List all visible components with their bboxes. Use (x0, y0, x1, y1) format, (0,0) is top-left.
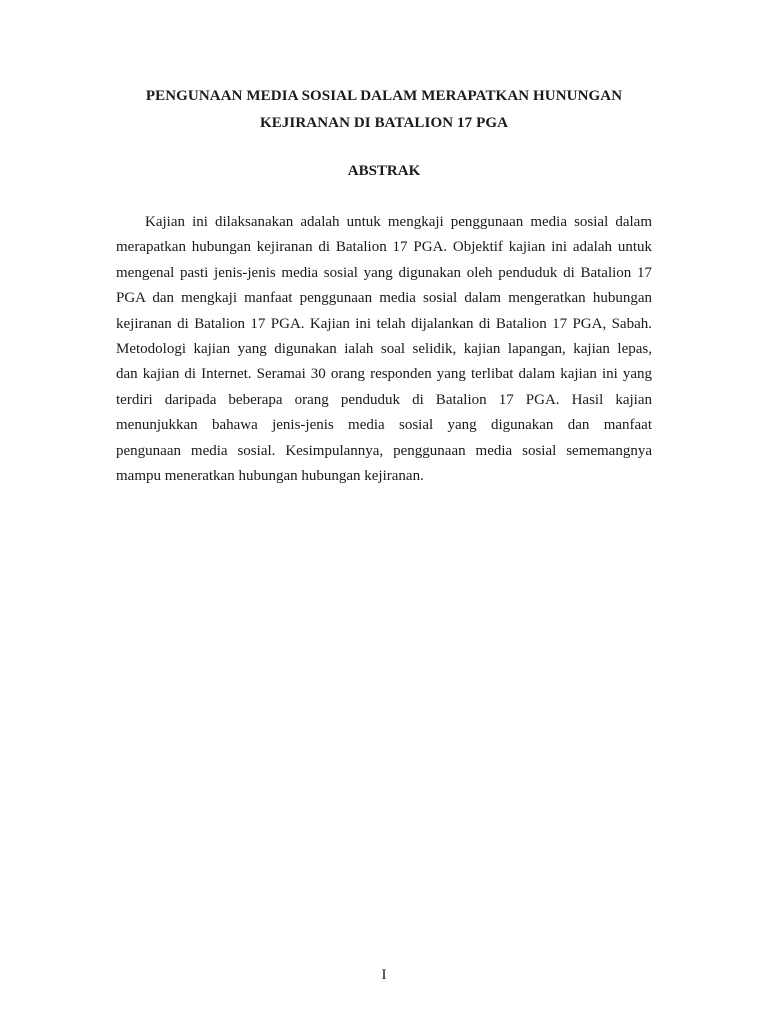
abstract-line: PGA dan mengkaji manfaat penggunaan media sosial dalam mengeratkan hubungan (116, 290, 652, 307)
abstract-line: menunjukkan bahawa jenis-jenis media sosial yang digunakan dan manfaat (116, 417, 652, 434)
abstract-line: merapatkan hubungan kejiranan di Batalion 17 PGA. Objektif kajian ini adalah untuk (116, 239, 652, 256)
abstract-heading: ABSTRAK (347, 163, 421, 179)
abstract-paragraph (116, 210, 652, 489)
abstract-line: mampu meneratkan hubungan hubungan kejiranan. (116, 467, 424, 484)
abstract-line: terdiri daripada beberapa orang penduduk di Batalion 17 PGA. Hasil kajian (116, 391, 652, 408)
document-title-line-1: PENGUNAAN MEDIA SOSIAL DALAM MERAPATKAN HUNUNGAN (145, 88, 623, 104)
abstract-line: dan kajian di Internet. Seramai 30 orang responden yang terlibat dalam kajian ini yang (116, 366, 652, 383)
abstract-line: Kajian ini dilaksanakan adalah untuk mengkaji penggunaan media sosial dalam (145, 214, 652, 230)
abstract-line: Metodologi kajian yang digunakan ialah soal selidik, kajian lapangan, kajian lepas, (116, 340, 652, 357)
abstract-line: pengunaan media sosial. Kesimpulannya, penggunaan media sosial sememangnya (116, 442, 652, 459)
page-number: I (381, 967, 387, 983)
document-title-line-2: KEJIRANAN DI BATALION 17 PGA (259, 115, 509, 131)
abstract-line: kejiranan di Batalion 17 PGA. Kajian ini telah dijalankan di Batalion 17 PGA, Sabah. (116, 315, 652, 332)
abstract-line: mengenal pasti jenis-jenis media sosial yang digunakan oleh penduduk di Batalion 17 (116, 264, 652, 281)
